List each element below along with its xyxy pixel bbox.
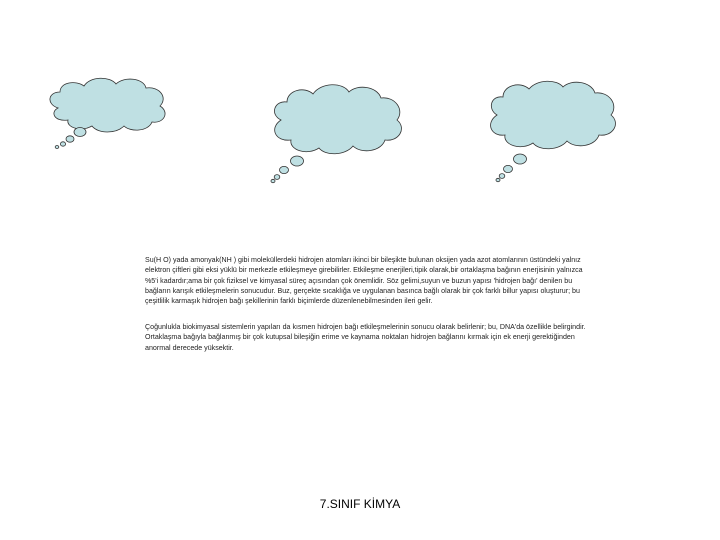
thought-cloud-middle (265, 80, 415, 185)
thought-cloud-middle-shape (265, 80, 415, 185)
thought-cloud-right (485, 75, 625, 185)
footer-label: 7.SINIF KİMYA (319, 497, 401, 511)
thought-cloud-left-shape (40, 70, 180, 150)
thought-cloud-left (40, 70, 180, 150)
thought-cloud-right-shape (485, 75, 625, 185)
body-paragraph-2: Çoğunlukla biokimyasal sistemlerin yapıları da kısmen hidrojen bağı etkileşmelerinin sonucu olarak belirlenir; bu, DNA'da özellikle belirgindir. Ortaklaşma bağıyla bağlanmış bir çok kutupsal bileşiğin erime ve kaynama noktaları hidrojen bağlarını kırmak için ek enerji gerektiğinden anormal derecede yüksektir. (145, 323, 586, 352)
body-paragraph-1: Su(H O) yada amonyak(NH ) gibi moleküllerdeki hidrojen atomları ikinci bir bileşikte bulunan oksijen yada azot atomlarının üstündeki yalnız elektron çiftleri gibi eksi yüklü bir merkezle etkileşmeye girebilirler. Etkileşme enerjileri,tipik olarak,bir ortaklaşma bağının enerjisinin yalnızca %5'i kadardır;ama bir çok fiziksel ve kimyasal süreç açısından çok önemlidir. Söz gelimi,suyun ve buzun yapısı 'hidrojen bağı' denilen bu bağların karışık etkileşmelerin sonucudur. Buz, gerçekte sıcaklığa ve uygulanan basınca bağlı olarak bir çok farklı billur yapısı oluşturur; bu çeşitlilik karmaşık hidrojen bağı şekillerinin farklı biçimlerde düzenlenebilmesinden ileri gelir. (145, 256, 583, 306)
